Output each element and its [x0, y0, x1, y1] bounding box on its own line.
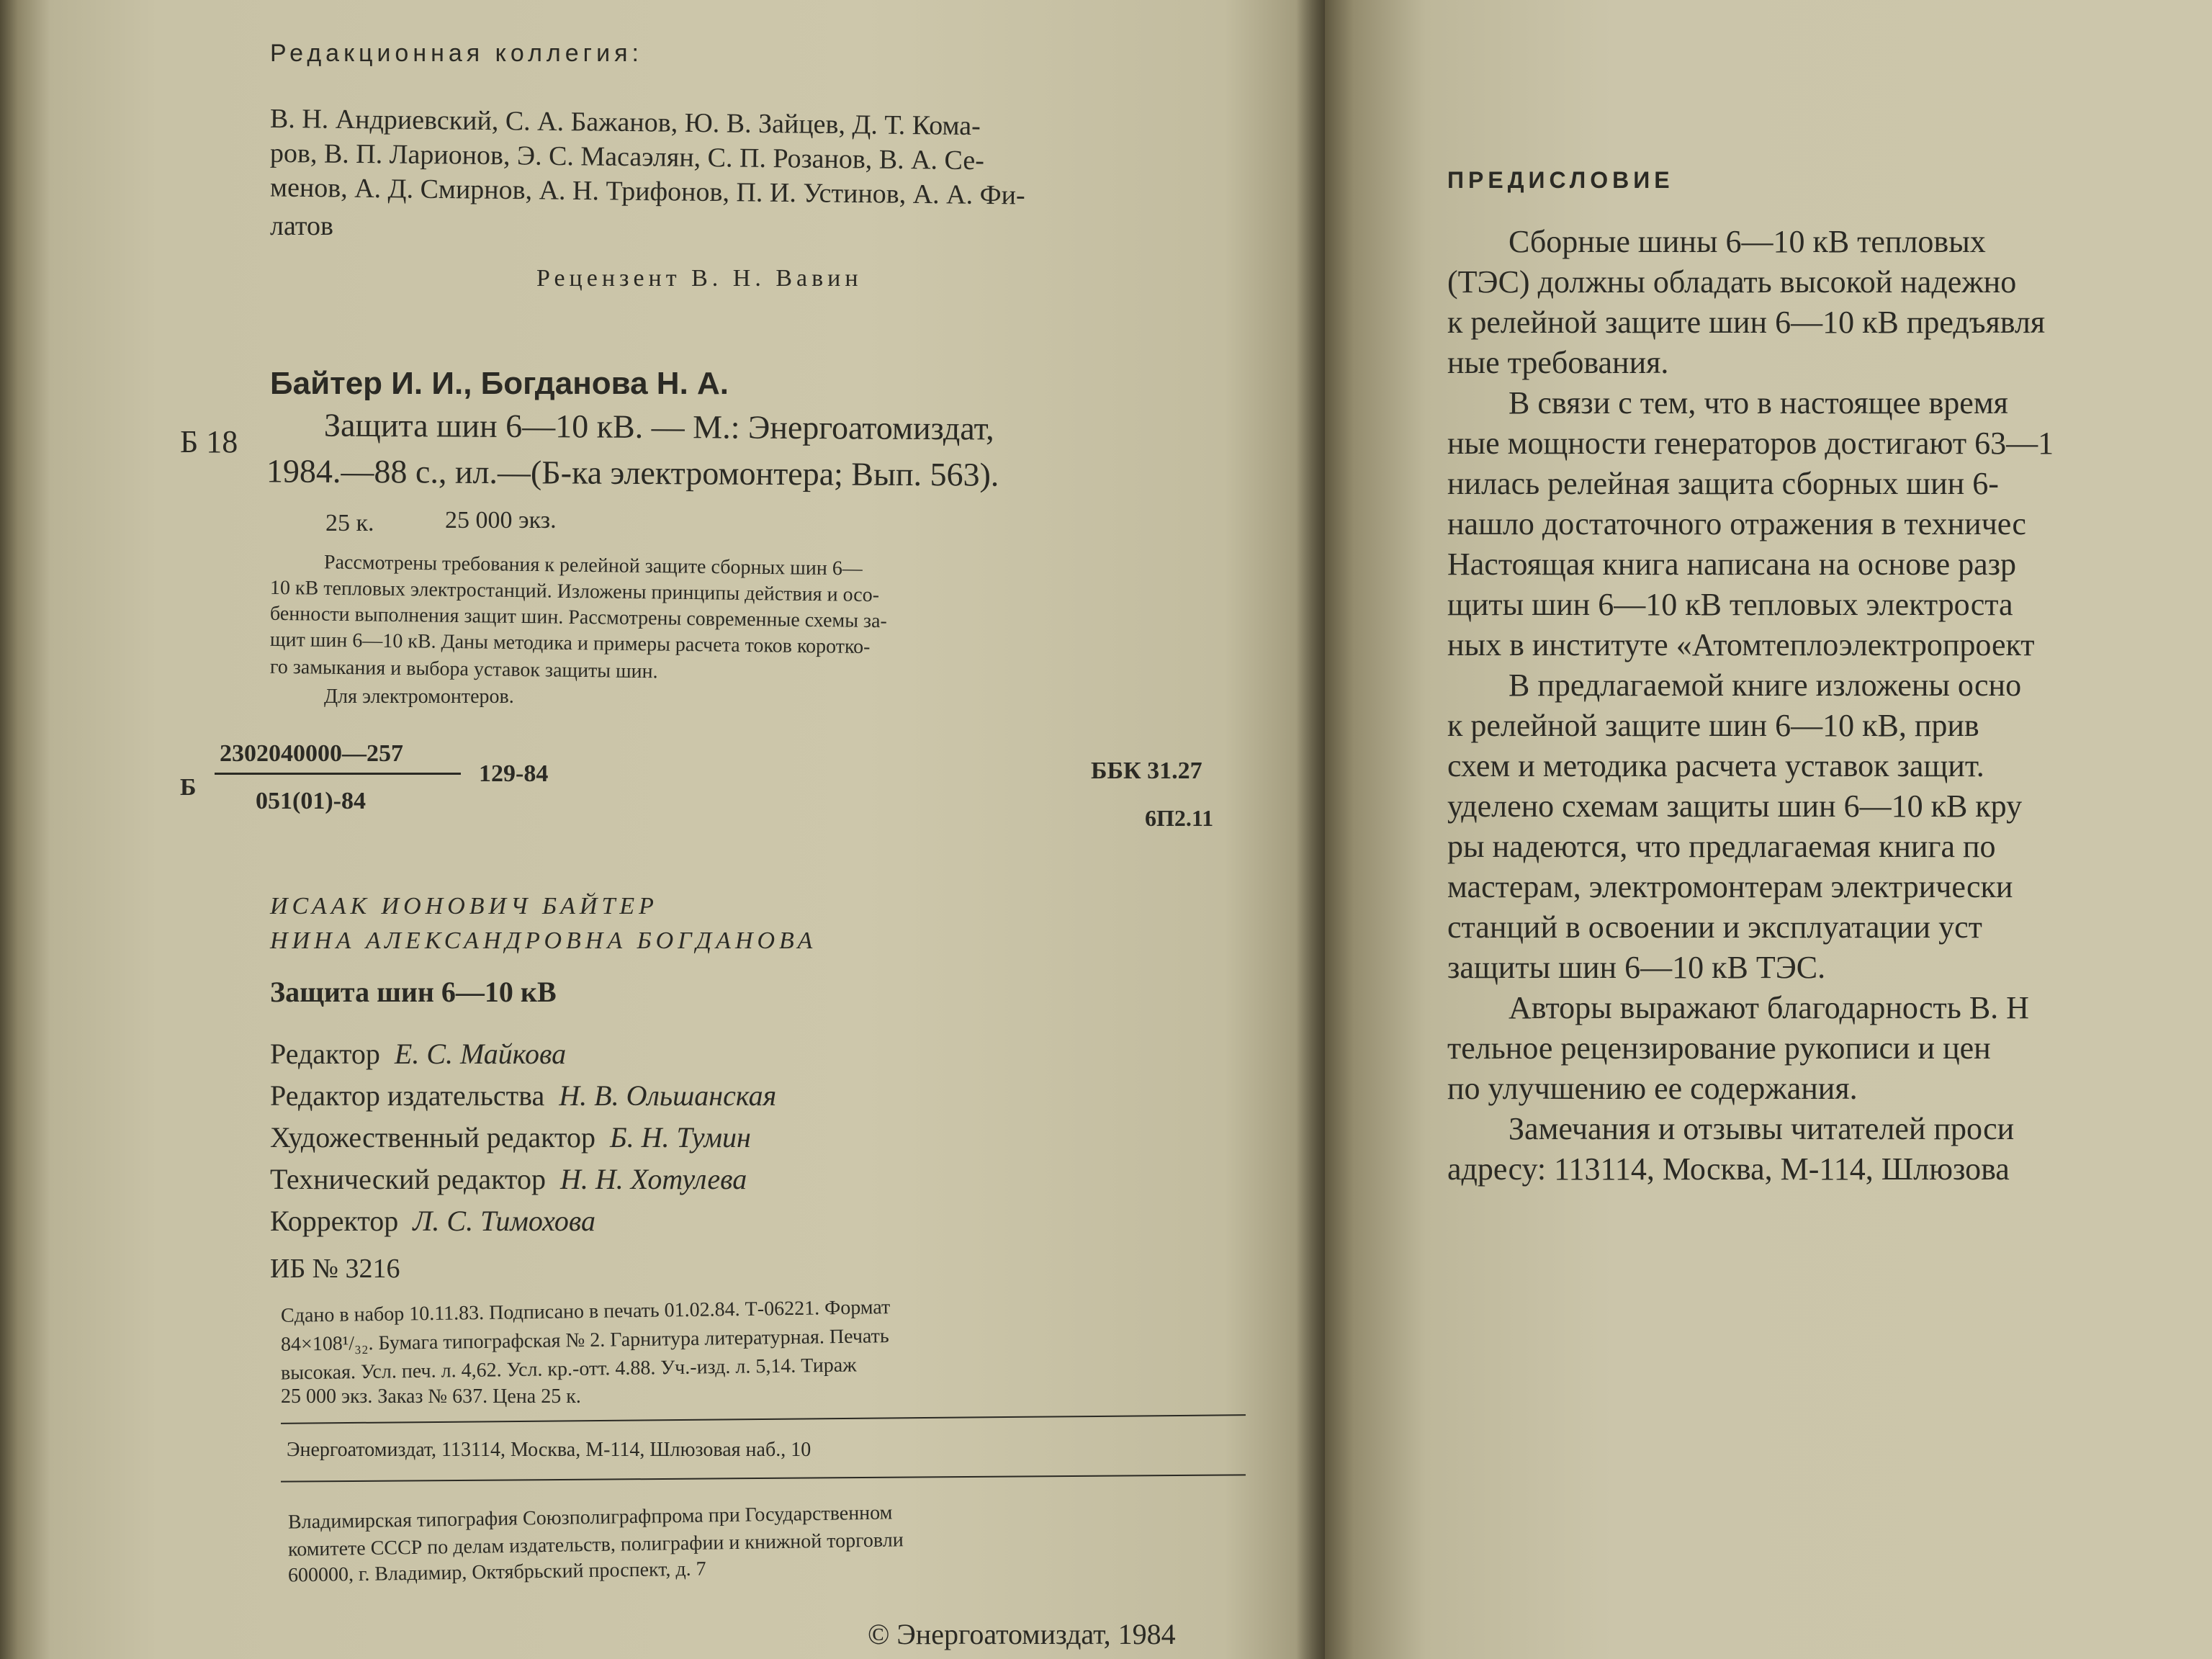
book-title: Защита шин 6—10 кВ: [270, 976, 557, 1008]
preface-line: нилась релейная защита сборных шин 6-: [1447, 466, 1999, 501]
preface-line: (ТЭС) должны обладать высокой надежно: [1447, 264, 2017, 300]
preface-line: ные мощности генераторов достигают 63—1: [1447, 426, 2054, 461]
code-letter: Б: [180, 774, 197, 801]
preface-line: к релейной защите шин 6—10 кВ, прив: [1447, 708, 1979, 743]
print-line-2: 84×108¹/₃₂. Бумага типографская № 2. Гарнитура литературная. Печать: [280, 1325, 889, 1356]
abstract-line-4: щит шин 6—10 кВ. Даны методика и примеры расчета токов коротко-: [269, 628, 871, 659]
credit-person: Н. Н. Хотулева: [560, 1163, 747, 1195]
preface-line: В предлагаемой книге изложены осно: [1509, 667, 2022, 703]
print-line-1: Сдано в набор 10.11.83. Подписано в печать 01.02.84. Т-06221. Формат: [280, 1296, 891, 1327]
code-suffix: 129-84: [479, 760, 549, 787]
preface-heading: ПРЕДИСЛОВИЕ: [1447, 167, 1674, 193]
preface-line: Замечания и отзывы читателей проси: [1509, 1111, 2015, 1146]
abstract-line-3: бенности выполнения защит шин. Рассмотрены современные схемы за-: [269, 602, 888, 633]
credit-role: Редактор издательства: [270, 1079, 545, 1112]
bib-line-2: 1984.—88 с., ил.—(Б-ка электромонтера; Вып. 563).: [266, 452, 999, 493]
code-fraction-line: [215, 773, 461, 775]
ib-number: ИБ № 3216: [270, 1254, 400, 1284]
credit-proofreader: [270, 1204, 595, 1238]
credit-person: Н. В. Ольшанская: [559, 1079, 777, 1112]
audience: Для электромонтеров.: [324, 685, 514, 708]
credit-art-editor: [270, 1120, 751, 1154]
preface-line: адресу: 113114, Москва, М-114, Шлюзова: [1447, 1151, 2010, 1187]
board-line-4: латов: [270, 211, 333, 241]
price: 25 к.: [325, 510, 374, 536]
divider-1: [281, 1414, 1246, 1424]
udc-index: 6П2.11: [1145, 805, 1214, 831]
preface-line: нашло достаточного отражения в техничес: [1447, 506, 2026, 541]
abstract-line-2: 10 кВ тепловых электростанций. Изложены принципы действия и осо-: [269, 576, 880, 607]
preface-line: мастерам, электромонтерам электрически: [1447, 869, 2013, 904]
preface-line: В связи с тем, что в настоящее время: [1509, 385, 2008, 421]
author-full-name-1: ИСААК ИОНОВИЧ БАЙТЕР: [270, 893, 658, 920]
copyright: © Энергоатомиздат, 1984: [868, 1618, 1176, 1650]
print-line-3: высокая. Усл. печ. л. 4,62. Усл. кр.-отт. 4.88. Уч.-изд. л. 5,14. Тираж: [280, 1354, 857, 1385]
author-full-name-2: НИНА АЛЕКСАНДРОВНА БОГДАНОВА: [270, 927, 817, 954]
preface-line: ры надеются, что предлагаемая книга по: [1447, 829, 1996, 864]
printer-line-3: 600000, г. Владимир, Октябрьский проспект, д. 7: [287, 1557, 706, 1587]
preface-line: тельное рецензирование рукописи и цен: [1447, 1030, 1991, 1066]
preface-line: защиты шин 6—10 кВ ТЭС.: [1447, 950, 1826, 985]
right-page: [1325, 0, 2212, 1659]
authors-header: Байтер И. И., Богданова Н. А.: [270, 366, 729, 401]
preface-line: Сборные шины 6—10 кВ тепловых: [1509, 224, 1986, 259]
preface-line: Настоящая книга написана на основе разр: [1447, 547, 2017, 582]
print-line-4: 25 000 экз. Заказ № 637. Цена 25 к.: [281, 1385, 581, 1408]
credit-publishing-editor: [270, 1079, 776, 1112]
preface-line: щиты шин 6—10 кВ тепловых электроста: [1447, 587, 2013, 622]
preface-line: станций в освоении и эксплуатации уст: [1447, 909, 1982, 945]
preface-line: уделено схемам защиты шин 6—10 кВ кру: [1447, 788, 2023, 824]
credit-person: Б. Н. Тумин: [610, 1121, 751, 1154]
bib-line-1: Защита шин 6—10 кВ. — М.: Энергоатомиздат,: [323, 406, 994, 447]
credit-role: Художественный редактор: [270, 1121, 595, 1154]
preface-line: по улучшению ее содержания.: [1447, 1071, 1858, 1106]
code-numerator: 2302040000—257: [220, 740, 403, 767]
publisher-address: Энергоатомиздат, 113114, Москва, М-114, Шлюзовая наб., 10: [287, 1439, 811, 1461]
credit-person: Л. С. Тимохова: [413, 1205, 595, 1237]
abstract-line-1: Рассмотрены требования к релейной защите сборных шин 6—: [323, 551, 863, 580]
preface-line: Авторы выражают благодарность В. Н: [1509, 990, 2029, 1025]
copies: 25 000 экз.: [445, 507, 557, 534]
abstract-line-5: го замыкания и выбора уставок защиты шин.: [269, 655, 658, 683]
credit-editor: [270, 1037, 566, 1071]
reviewer: Рецензент В. Н. Вавин: [536, 265, 863, 292]
class-mark: Б 18: [180, 424, 238, 459]
credit-role: Корректор: [270, 1205, 399, 1237]
divider-2: [281, 1474, 1246, 1482]
credit-role: Редактор: [270, 1038, 380, 1070]
code-denominator: 051(01)-84: [256, 788, 366, 814]
credit-technical-editor: [270, 1162, 747, 1196]
board-line-3: менов, А. Д. Смирнов, А. Н. Трифонов, П. И. Устинов, А. А. Фи-: [269, 172, 1025, 211]
bbk-index: ББК 31.27: [1091, 757, 1202, 784]
editorial-board-heading: Редакционная коллегия:: [270, 40, 643, 67]
credit-person: Е. С. Майкова: [394, 1038, 567, 1070]
preface-line: схем и методика расчета уставок защит.: [1447, 748, 1984, 783]
printer-line-2: комитете СССР по делам издательств, полиграфии и книжной торговли: [287, 1529, 904, 1561]
preface-line: ных в институте «Атомтеплоэлектропроект: [1447, 627, 2035, 662]
board-line-1: В. Н. Андриевский, С. А. Бажанов, Ю. В. Зайцев, Д. Т. Кома-: [269, 103, 981, 142]
preface-line: ные требования.: [1447, 345, 1669, 380]
preface-line: к релейной защите шин 6—10 кВ предъявля: [1447, 305, 2046, 340]
credit-role: Технический редактор: [270, 1163, 547, 1195]
board-line-2: ров, В. П. Ларионов, Э. С. Масаэлян, С. П. Розанов, В. А. Се-: [269, 138, 985, 176]
printer-line-1: Владимирская типография Союзполиграфпрома при Государственном: [287, 1501, 893, 1534]
